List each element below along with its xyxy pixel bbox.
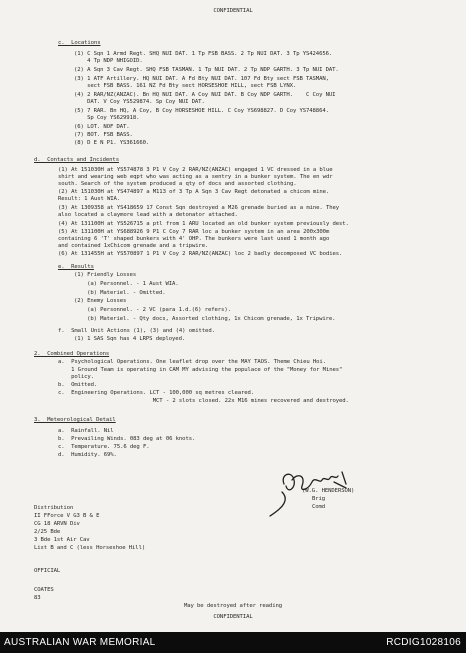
combined-ops-line: 1 Ground Team is operating in CAM MY advising the populace of the "Money for Mines" <box>58 367 343 373</box>
locations-heading: c. Locations <box>58 40 101 46</box>
distribution-line: List B and C (less Horseshoe Hill) <box>34 545 146 551</box>
locations-line: (1) C Sqn 1 Armd Regt. SHQ NUI DAT. 1 Tp FSB BASS. 2 Tp NUI DAT. 3 Tp YS424656. <box>74 51 333 57</box>
locations-line: (7) BOT. FSB BASS. <box>74 132 133 138</box>
combined-ops-line: policy. <box>58 374 94 380</box>
combined-ops-line: a. Psychological Operations. One leaflet drop over the MAY TAOS. Theme Chieu Hoi. <box>58 359 326 365</box>
page-number: 83 <box>34 595 41 601</box>
contacts-line: (1) At 151030H at YS574878 3 P1 V Coy 2 RAR/NZ(ANZAC) engaged 1 VC dressed in a blue <box>58 167 333 173</box>
archive-footer <box>0 632 466 653</box>
small-unit-heading: f. Small Unit Actions (1), (3) and (4) omitted. <box>58 328 215 334</box>
results-line: (b) Materiel. - Omitted. <box>74 290 166 296</box>
contacts-line: containing 6 'T' shaped bunkers with 4' OHP. The bunkers were last used 1 month ago <box>58 236 330 242</box>
footer-record-id: RCDIG1028106 <box>386 637 461 648</box>
signatory-rank: Brig <box>312 496 326 502</box>
locations-line: sect FSB BASS. 161 NZ Fd Bty sect HORSESHOE HILL, sect FSB LYNX. <box>74 83 297 89</box>
meteorological-line: c. Temperature. 75.6 deg F. <box>58 444 150 450</box>
meteorological-line: d. Humidity. 69%. <box>58 452 117 458</box>
contacts-line: (5) At 131100H at YS688926 9 P1 C Coy 7 RAR loc a bunker system in an area 200x300m <box>58 229 330 235</box>
classification-bottom: CONFIDENTIAL <box>213 614 253 620</box>
contacts-line: (3) At 1309358 at YS418659 17 Const Sqn destroyed a M26 grenade buried as a mine. They <box>58 205 340 211</box>
combined-ops-line: b. Omitted. <box>58 382 98 388</box>
official-marking: OFFICIAL <box>34 568 61 574</box>
meteorological-heading: 3. Meteorological Detail <box>34 417 116 423</box>
signatory-name: (W.G. HENDERSON) <box>302 488 355 494</box>
contacts-line: also located a claymore lead with a detonator attached. <box>58 212 238 218</box>
contacts-line: south. Search of the system produced a qty of docs and assorted clothing. <box>58 181 297 187</box>
results-line: (a) Personnel. - 2 VC (para 1.d.(6) refers). <box>74 307 231 313</box>
results-heading: e. Results <box>58 264 94 270</box>
destroy-note: May be destroyed after reading <box>183 603 283 609</box>
contacts-line: shirt and wearing web eqpt who was acting as a sentry in a bunker system. The en wdr <box>58 174 333 180</box>
locations-line: (5) 7 RAR. Bn HQ, A Coy, B Coy HORSESHOE HILL. C Coy YS698827. D Coy YS748864. <box>74 108 329 114</box>
contacts-line: and contained 1xChicom grenade and a tripwire. <box>58 243 209 249</box>
meteorological-line: a. Rainfall. Nil <box>58 428 114 434</box>
distribution-heading: Distribution <box>34 505 74 511</box>
contacts-line: (2) At 151030H at YS474897 a M113 of 3 Tp A Sqn 3 Cav Regt detonated a chicom mine. <box>58 189 330 195</box>
locations-line: (2) A Sqn 3 Cav Regt. SHQ FSB TASMAN. 1 Tp NUI DAT. 2 Tp NDP GARTH. 3 Tp NUI DAT. <box>74 67 339 73</box>
locations-line: (8) D E N P1. YS361660. <box>74 140 150 146</box>
contacts-line: (4) At 131100H at YS526715 a ptl from 1 ARU located an old bunker system previously dest. <box>58 221 349 227</box>
locations-line: (4) 2 RAR/NZ(ANZAC). Bn HQ NUI DAT. A Coy NUI DAT. B Coy NDP GARTH. C Coy NUI <box>74 92 336 98</box>
small-unit-line: (1) 1 SAS Sqn has 4 LRPS deployed. <box>74 336 186 342</box>
combined-ops-line: c. Engineering Operations. LCT - 100,000 sq metres cleared. <box>58 390 255 396</box>
locations-line: (3) 1 ATF Artillery. HQ NUI DAT. A Fd Bty NUI DAT. 107 Fd Bty sect FSB TASMAN, <box>74 76 329 82</box>
footer-institution: AUSTRALIAN WAR MEMORIAL <box>4 637 156 648</box>
results-line: (1) Friendly Losses <box>74 272 137 278</box>
coates-label: COATES <box>34 587 54 593</box>
distribution-line: CG 18 ARVN Div <box>34 521 80 527</box>
contacts-line: (6) At 131455H at YS570897 1 P1 V Coy 2 RAR/NZ(ANZAC) loc 2 badly decomposed VC bodies. <box>58 251 343 257</box>
results-line: (a) Personnel. - 1 Aust WIA. <box>74 281 179 287</box>
locations-line: DAT. V Coy YS529874. Sp Coy NUI DAT. <box>74 99 205 105</box>
contacts-heading: d. Contacts and Incidents <box>34 157 119 163</box>
distribution-line: II FForce V G3 B & E <box>34 513 100 519</box>
meteorological-line: b. Prevailing Winds. 083 deg at 06 knots. <box>58 436 196 442</box>
combined-ops-heading: 2. Combined Operations <box>34 351 110 357</box>
results-line: (2) Enemy Losses <box>74 298 127 304</box>
distribution-line: 3 Bde 1st Air Cav <box>34 537 90 543</box>
classification-top: CONFIDENTIAL <box>213 8 253 14</box>
combined-ops-line: MCT - 2 slots closed. 22x M16 mines recovered and destroyed. <box>58 398 349 404</box>
contacts-line: Result: 1 Aust WIA. <box>58 196 121 202</box>
locations-line: 4 Tp NDP NHIGOID. <box>74 58 143 64</box>
results-line: (b) Materiel. - Qty docs, Assorted clothing, 1x Chicom grenade, 1x Tripwire. <box>74 316 336 322</box>
locations-line: (6) LOT. NOF DAT. <box>74 124 130 130</box>
signatory-appointment: Comd <box>312 504 326 510</box>
distribution-line: 2/25 Bde <box>34 529 61 535</box>
locations-line: Sp Coy YS629918. <box>74 115 140 121</box>
